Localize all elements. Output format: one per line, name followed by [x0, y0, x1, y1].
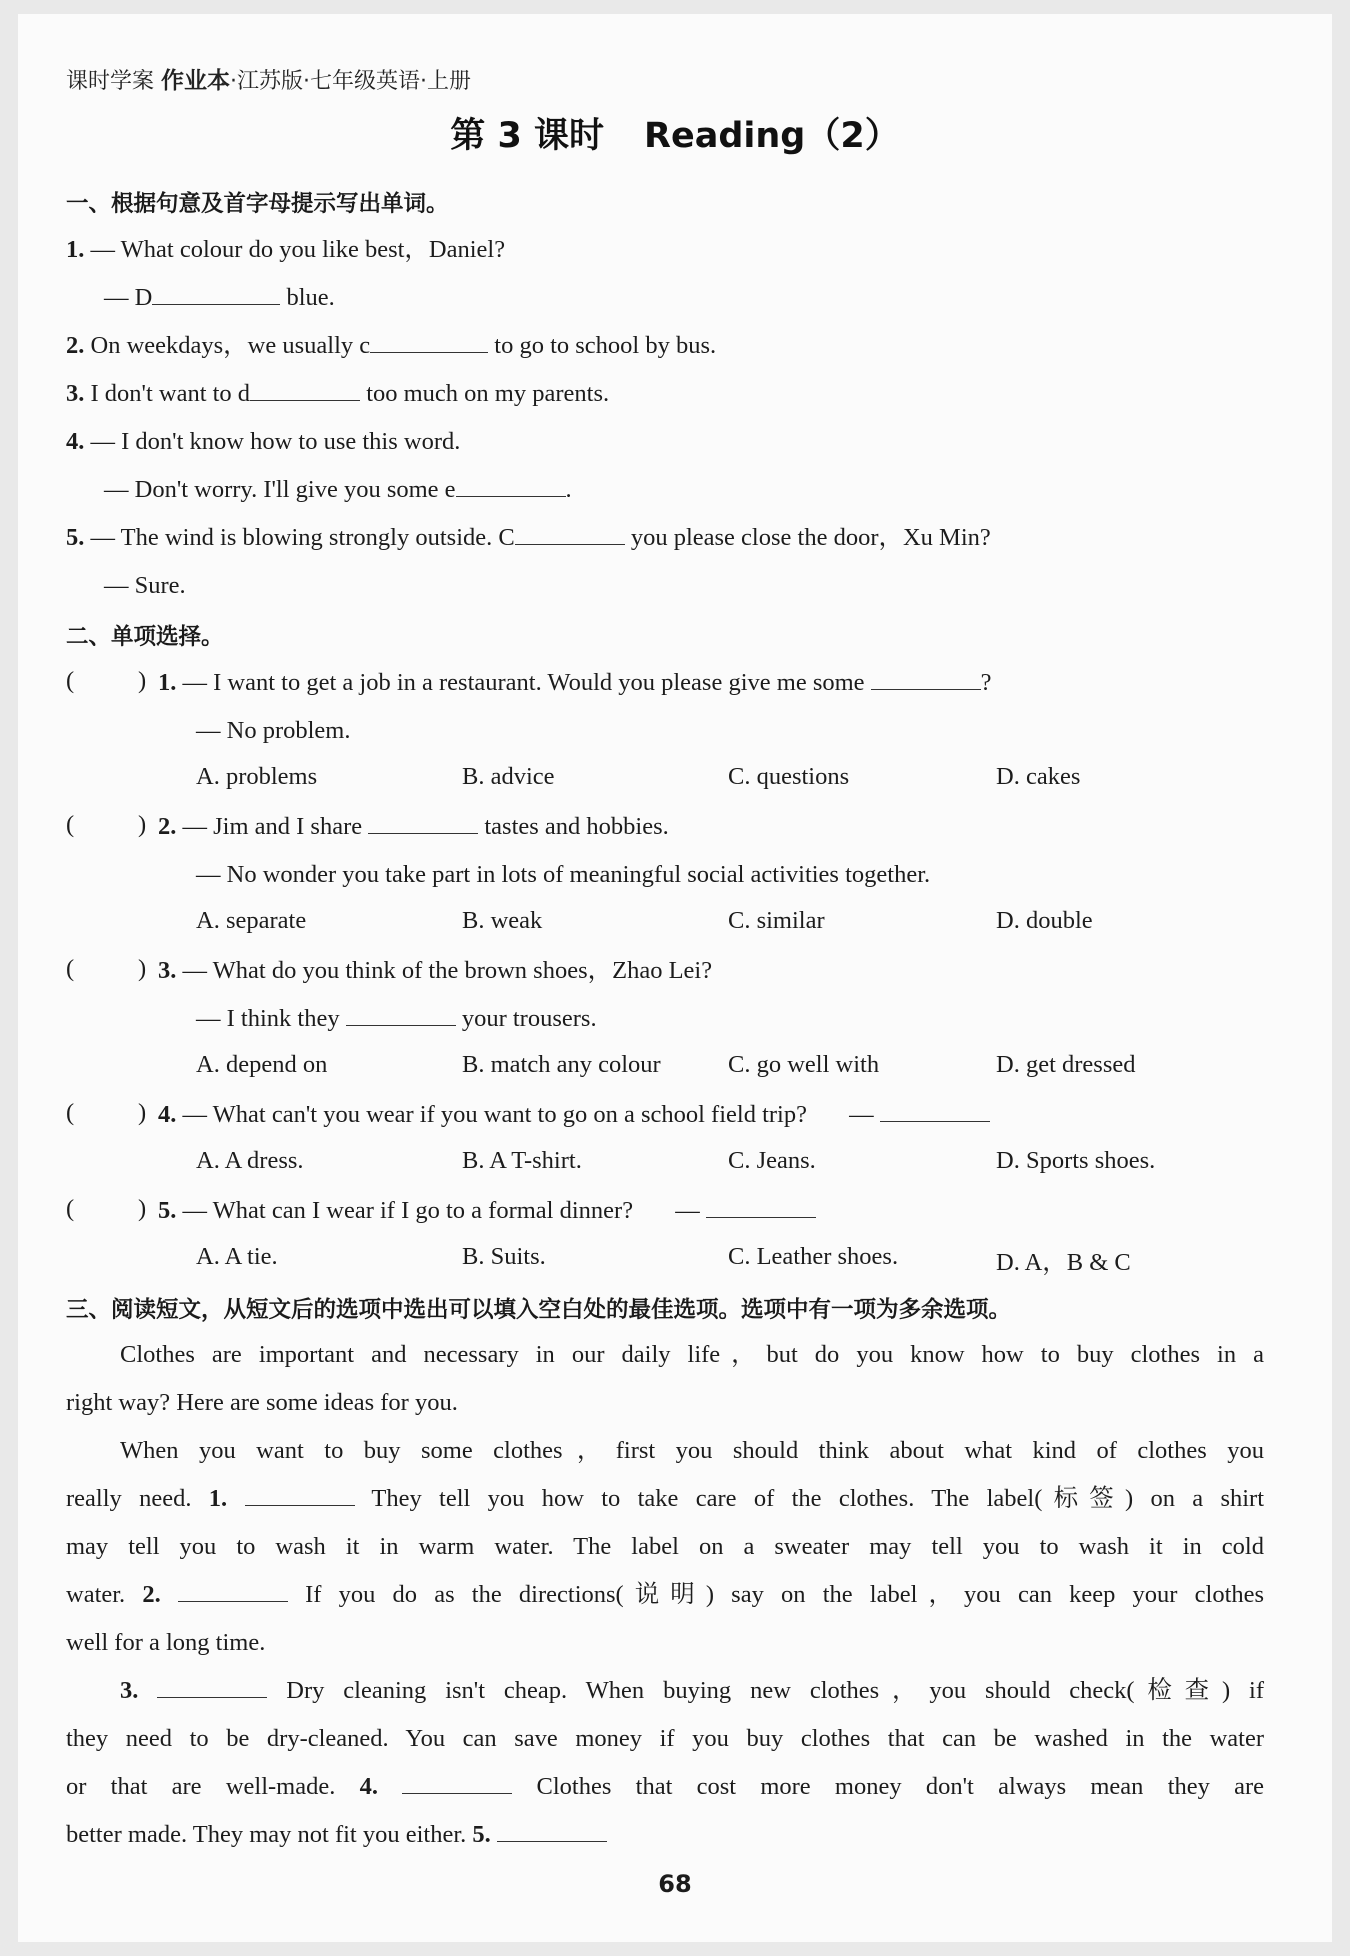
section-3-heading: 三、阅读短文，从短文后的选项中选出可以填入空白处的最佳选项。选项中有一项为多余选项。: [66, 1297, 1012, 1323]
mc-1-option-b: B. advice: [462, 763, 555, 790]
header-info: ·江苏版·七年级英语·上册: [230, 69, 471, 94]
page-title: [0, 108, 1350, 158]
passage-line: Clothes are important and necessary in our daily life，but do you know how to buy clothes in a: [120, 1341, 1264, 1368]
mc-question-1: 1. — I want to get a job in a restaurant. Would you please give me some ?: [158, 669, 992, 696]
mc-4-option-d: D. Sports shoes.: [996, 1147, 1156, 1174]
mc-2-option-a: A. separate: [196, 907, 307, 934]
s1-item-5-answer: — Sure.: [104, 572, 186, 599]
fill-blank[interactable]: [515, 522, 625, 545]
answer-paren-open: (: [66, 811, 75, 838]
answer-paren-close: ): [138, 955, 147, 982]
mc-4-option-b: B. A T-shirt.: [462, 1147, 582, 1174]
passage-line: When you want to buy some clothes，first you should think about what kind of clothes you: [120, 1437, 1264, 1464]
fill-blank[interactable]: [497, 1819, 607, 1842]
passage-line: they need to be dry-cleaned. You can save money if you buy clothes that can be washed in the water: [66, 1725, 1264, 1752]
answer-paren-close: ): [138, 1099, 147, 1126]
answer-paren-close: ): [138, 811, 147, 838]
answer-paren-open: (: [66, 955, 75, 982]
mc-question-2-reply: — No wonder you take part in lots of meaningful social activities together.: [196, 861, 931, 888]
mc-3-option-a: A. depend on: [196, 1051, 328, 1078]
fill-blank[interactable]: [250, 378, 360, 401]
mc-2-option-c: C. similar: [728, 907, 825, 934]
mc-question-4: 4. — What can't you wear if you want to go on a school field trip? —: [158, 1099, 990, 1131]
answer-paren-open: (: [66, 1195, 75, 1222]
passage-line: water. 2. If you do as the directions(说明) say on the label，you can keep your clothes: [66, 1581, 1265, 1608]
lesson-topic: Reading（2）: [644, 116, 900, 156]
header-book: 作业本: [161, 68, 231, 94]
fill-blank[interactable]: [245, 1483, 355, 1506]
lesson-number: 第 3 课时: [450, 116, 605, 156]
s1-item-3: 3. I don't want to d too much on my parents.: [66, 380, 610, 407]
answer-paren-open: (: [66, 667, 75, 694]
section-2-heading: 二、单项选择。: [66, 624, 224, 650]
answer-paren-close: ): [138, 1195, 147, 1222]
mc-5-option-d: D. A，B & C: [996, 1249, 1131, 1276]
mc-5-option-a: A. A tie.: [196, 1243, 278, 1270]
s1-item-5: 5. — The wind is blowing strongly outside. C you please close the door，Xu Min?: [66, 524, 991, 551]
s1-item-4-answer: — Don't worry. I'll give you some e .: [104, 476, 572, 503]
mc-4-option-a: A. A dress.: [196, 1147, 304, 1174]
mc-question-3-reply: — I think they your trousers.: [196, 1005, 597, 1032]
fill-blank[interactable]: [152, 282, 280, 305]
passage-line: right way? Here are some ideas for you.: [66, 1389, 458, 1416]
passage-line: really need. 1. They tell you how to take care of the clothes. The label(标签) on a shirt: [66, 1485, 1265, 1512]
fill-blank[interactable]: [178, 1579, 288, 1602]
fill-blank[interactable]: [157, 1675, 267, 1698]
s1-item-1-answer: — D blue.: [104, 284, 335, 311]
mc-1-option-a: A. problems: [196, 763, 318, 790]
mc-question-3: 3. — What do you think of the brown shoes，Zhao Lei?: [158, 957, 713, 984]
mc-question-5: 5. — What can I wear if I go to a formal dinner? —: [158, 1195, 816, 1227]
s1-item-4: 4. — I don't know how to use this word.: [66, 428, 461, 455]
mc-question-2: 2. — Jim and I share tastes and hobbies.: [158, 813, 669, 840]
book-header: [66, 62, 471, 95]
s1-item-2: 2. On weekdays，we usually c to go to school by bus.: [66, 332, 717, 359]
passage-line: well for a long time.: [66, 1629, 266, 1656]
mc-question-1-reply: — No problem.: [196, 717, 351, 744]
fill-blank[interactable]: [456, 474, 566, 497]
fill-blank[interactable]: [346, 1003, 456, 1026]
mc-4-option-c: C. Jeans.: [728, 1147, 816, 1174]
fill-blank[interactable]: [368, 811, 478, 834]
mc-1-option-c: C. questions: [728, 763, 850, 790]
passage-line: better made. They may not fit you either. 5.: [66, 1819, 607, 1851]
mc-5-option-b: B. Suits.: [462, 1243, 546, 1270]
passage-line: or that are well-made. 4. Clothes that cost more money don't always mean they are: [66, 1773, 1265, 1800]
fill-blank[interactable]: [370, 330, 488, 353]
answer-paren-open: (: [66, 1099, 75, 1126]
page-number: 68: [658, 1870, 692, 1898]
fill-blank[interactable]: [706, 1195, 816, 1218]
fill-blank[interactable]: [402, 1771, 512, 1794]
mc-1-option-d: D. cakes: [996, 763, 1081, 790]
passage-line: 3. Dry cleaning isn't cheap. When buying new clothes，you should check(检查) if: [120, 1677, 1265, 1704]
answer-paren-close: ): [138, 667, 147, 694]
s1-item-1: 1. — What colour do you like best，Daniel?: [66, 236, 506, 263]
passage-line: may tell you to wash it in warm water. The label on a sweater may tell you to wash it in cold: [66, 1533, 1264, 1560]
section-1-heading: 一、根据句意及首字母提示写出单词。: [66, 191, 449, 217]
header-series: 课时学案: [66, 69, 155, 94]
mc-2-option-b: B. weak: [462, 907, 543, 934]
mc-3-option-c: C. go well with: [728, 1051, 880, 1078]
mc-3-option-d: D. get dressed: [996, 1051, 1136, 1078]
mc-2-option-d: D. double: [996, 907, 1093, 934]
fill-blank[interactable]: [871, 667, 981, 690]
mc-5-option-c: C. Leather shoes.: [728, 1243, 899, 1270]
mc-3-option-b: B. match any colour: [462, 1051, 661, 1078]
fill-blank[interactable]: [880, 1099, 990, 1122]
